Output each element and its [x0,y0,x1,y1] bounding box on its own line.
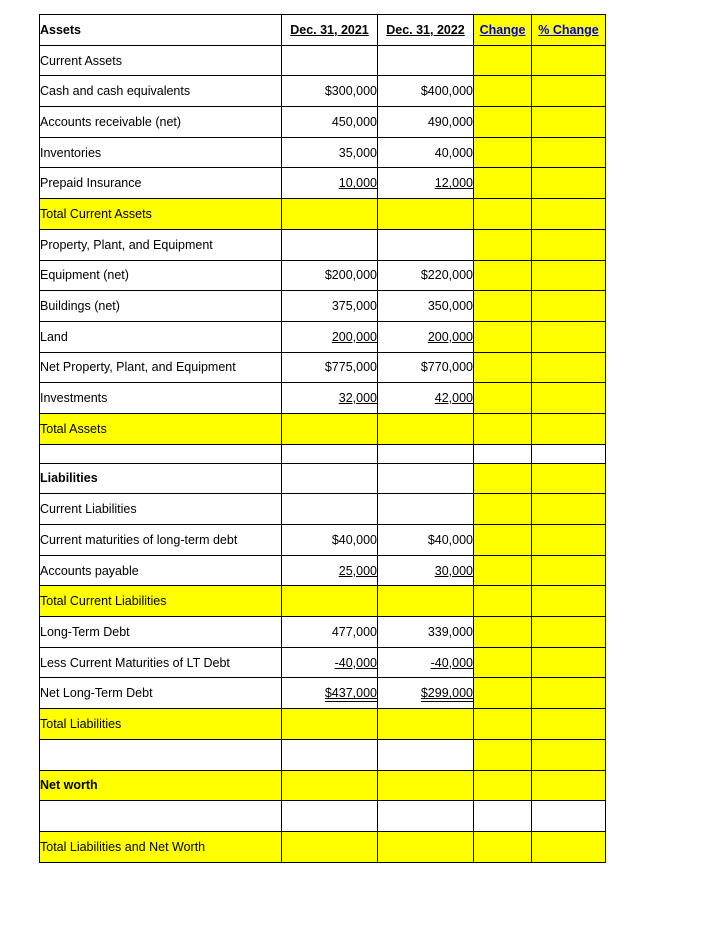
table-row [40,617,606,648]
pct-change-cell[interactable] [532,463,606,494]
less-current-label: Less Current Maturities of LT Debt [40,647,282,678]
accounts-payable-label: Accounts payable [40,555,282,586]
prepaid-label: Prepaid Insurance [40,168,282,199]
change-cell[interactable] [474,413,532,444]
pct-change-cell[interactable] [532,229,606,260]
current-maturities-2021: $40,000 [282,525,378,556]
spacer-cell [474,444,532,463]
net-worth-2021[interactable] [282,770,378,801]
table-row [40,76,606,107]
change-cell[interactable] [474,168,532,199]
change-cell[interactable] [474,739,532,770]
current-maturities-2022: $40,000 [378,525,474,556]
total-current-assets-2021[interactable] [282,199,378,230]
receivable-label: Accounts receivable (net) [40,107,282,138]
receivable-2021: 450,000 [282,107,378,138]
total-liabilities-2022[interactable] [378,709,474,740]
pct-change-cell[interactable] [532,291,606,322]
total-liabilities-net-worth-row [40,831,606,862]
table-row [40,801,606,832]
net-ltd-label: Net Long-Term Debt [40,678,282,709]
cell-2021 [282,45,378,76]
cell-2021 [282,494,378,525]
table-row [40,260,606,291]
total-liabilities-row [40,709,606,740]
pct-change-cell[interactable] [532,709,606,740]
net-ppe-label: Net Property, Plant, and Equipment [40,352,282,383]
investments-2021: 32,000 [338,391,377,406]
pct-change-cell[interactable] [532,647,606,678]
pct-change-cell[interactable] [532,76,606,107]
change-cell [474,801,532,832]
total-current-assets-label: Total Current Assets [40,199,282,230]
spacer-cell [282,444,378,463]
cash-label: Cash and cash equivalents [40,76,282,107]
total-liabilities-label: Total Liabilities [40,709,282,740]
spacer-cell [532,444,606,463]
cell-2022 [378,801,474,832]
land-2021: 200,000 [331,329,377,344]
table-row [40,107,606,138]
total-current-liabilities-2021[interactable] [282,586,378,617]
pct-change-cell[interactable] [532,494,606,525]
total-liab-nw-2022[interactable] [378,831,474,862]
cash-2021: $300,000 [282,76,378,107]
net-worth-row [40,770,606,801]
current-liabilities-label: Current Liabilities [40,494,282,525]
less-current-2021: -40,000 [334,655,377,670]
total-current-liabilities-label: Total Current Liabilities [40,586,282,617]
table-row [40,647,606,678]
ppe-label: Property, Plant, and Equipment [40,229,282,260]
accounts-payable-2021: 25,000 [338,563,377,578]
change-cell[interactable] [474,229,532,260]
table-row [40,45,606,76]
net-worth-2022[interactable] [378,770,474,801]
change-cell[interactable] [474,45,532,76]
total-liabilities-2021[interactable] [282,709,378,740]
long-term-debt-2021: 477,000 [282,617,378,648]
inventories-label: Inventories [40,137,282,168]
cell-2022 [378,739,474,770]
net-worth-header: Net worth [40,770,282,801]
change-cell[interactable] [474,137,532,168]
change-cell[interactable] [474,291,532,322]
table-row [40,678,606,709]
table-row [40,352,606,383]
change-cell[interactable] [474,709,532,740]
blank-cell [40,801,282,832]
assets-header: Assets [40,15,282,46]
change-cell[interactable] [474,76,532,107]
net-ltd-2021: $437,000 [324,686,377,701]
pct-change-cell[interactable] [532,525,606,556]
cell-2022 [378,45,474,76]
header-row [40,15,606,46]
pct-change-cell[interactable] [532,555,606,586]
total-liabilities-net-worth-label: Total Liabilities and Net Worth [40,831,282,862]
liabilities-header-row [40,463,606,494]
cell-2021 [282,801,378,832]
dec2021-header: Dec. 31, 2021 [282,15,378,46]
table-row [40,525,606,556]
net-ppe-2022: $770,000 [378,352,474,383]
cash-2022: $400,000 [378,76,474,107]
table-row [40,229,606,260]
change-cell[interactable] [474,463,532,494]
table-row [40,168,606,199]
prepaid-2022: 12,000 [434,176,473,191]
total-current-assets-2022[interactable] [378,199,474,230]
total-assets-2021[interactable] [282,413,378,444]
table-row [40,739,606,770]
change-cell[interactable] [474,770,532,801]
change-cell[interactable] [474,321,532,352]
pct-change-header: % Change [532,15,606,46]
cell-2021 [282,739,378,770]
liabilities-header: Liabilities [40,463,282,494]
table-row [40,137,606,168]
table-row [40,494,606,525]
buildings-2021: 375,000 [282,291,378,322]
change-cell[interactable] [474,617,532,648]
total-current-assets-row [40,199,606,230]
receivable-2022: 490,000 [378,107,474,138]
current-assets-label: Current Assets [40,45,282,76]
change-cell[interactable] [474,555,532,586]
pct-change-cell[interactable] [532,137,606,168]
investments-2022: 42,000 [434,391,473,406]
spacer-cell [378,444,474,463]
change-cell[interactable] [474,586,532,617]
land-label: Land [40,321,282,352]
total-current-liabilities-2022[interactable] [378,586,474,617]
pct-change-cell[interactable] [532,383,606,414]
change-cell[interactable] [474,678,532,709]
pct-change-cell[interactable] [532,168,606,199]
pct-change-cell[interactable] [532,260,606,291]
dec2022-header: Dec. 31, 2022 [378,15,474,46]
table-row [40,383,606,414]
change-cell[interactable] [474,260,532,291]
table-row [40,291,606,322]
equipment-2021: $200,000 [282,260,378,291]
change-cell[interactable] [474,647,532,678]
total-assets-2022[interactable] [378,413,474,444]
spacer-row [40,444,606,463]
cell-2021 [282,463,378,494]
pct-change-cell[interactable] [532,770,606,801]
net-ltd-2022: $299,000 [420,686,473,701]
change-cell[interactable] [474,525,532,556]
change-header: Change [474,15,532,46]
equipment-2022: $220,000 [378,260,474,291]
accounts-payable-2022: 30,000 [434,563,473,578]
pct-change-cell[interactable] [532,413,606,444]
change-cell[interactable] [474,107,532,138]
less-current-2022: -40,000 [430,655,473,670]
prepaid-2021: 10,000 [338,176,377,191]
table-row [40,555,606,586]
total-assets-row [40,413,606,444]
change-cell[interactable] [474,199,532,230]
pct-change-cell[interactable] [532,586,606,617]
long-term-debt-label: Long-Term Debt [40,617,282,648]
change-cell[interactable] [474,494,532,525]
buildings-label: Buildings (net) [40,291,282,322]
pct-change-cell[interactable] [532,107,606,138]
long-term-debt-2022: 339,000 [378,617,474,648]
pct-change-cell[interactable] [532,352,606,383]
total-liab-nw-2021[interactable] [282,831,378,862]
pct-change-cell[interactable] [532,617,606,648]
spacer-cell [40,444,282,463]
change-cell[interactable] [474,352,532,383]
net-ppe-2021: $775,000 [282,352,378,383]
cell-2022 [378,229,474,260]
total-assets-label: Total Assets [40,413,282,444]
equipment-label: Equipment (net) [40,260,282,291]
cell-2021 [282,229,378,260]
total-current-liabilities-row [40,586,606,617]
cell-2022 [378,494,474,525]
pct-change-cell[interactable] [532,45,606,76]
land-2022: 200,000 [427,329,473,344]
pct-change-cell [532,801,606,832]
pct-change-cell[interactable] [532,678,606,709]
inventories-2021: 35,000 [282,137,378,168]
pct-change-cell[interactable] [532,321,606,352]
pct-change-cell[interactable] [532,739,606,770]
change-cell[interactable] [474,831,532,862]
table-row [40,321,606,352]
inventories-2022: 40,000 [378,137,474,168]
blank-cell [40,739,282,770]
change-cell[interactable] [474,383,532,414]
investments-label: Investments [40,383,282,414]
cell-2022 [378,463,474,494]
buildings-2022: 350,000 [378,291,474,322]
current-maturities-label: Current maturities of long-term debt [40,525,282,556]
balance-sheet-table [39,14,606,863]
pct-change-cell[interactable] [532,831,606,862]
pct-change-cell[interactable] [532,199,606,230]
